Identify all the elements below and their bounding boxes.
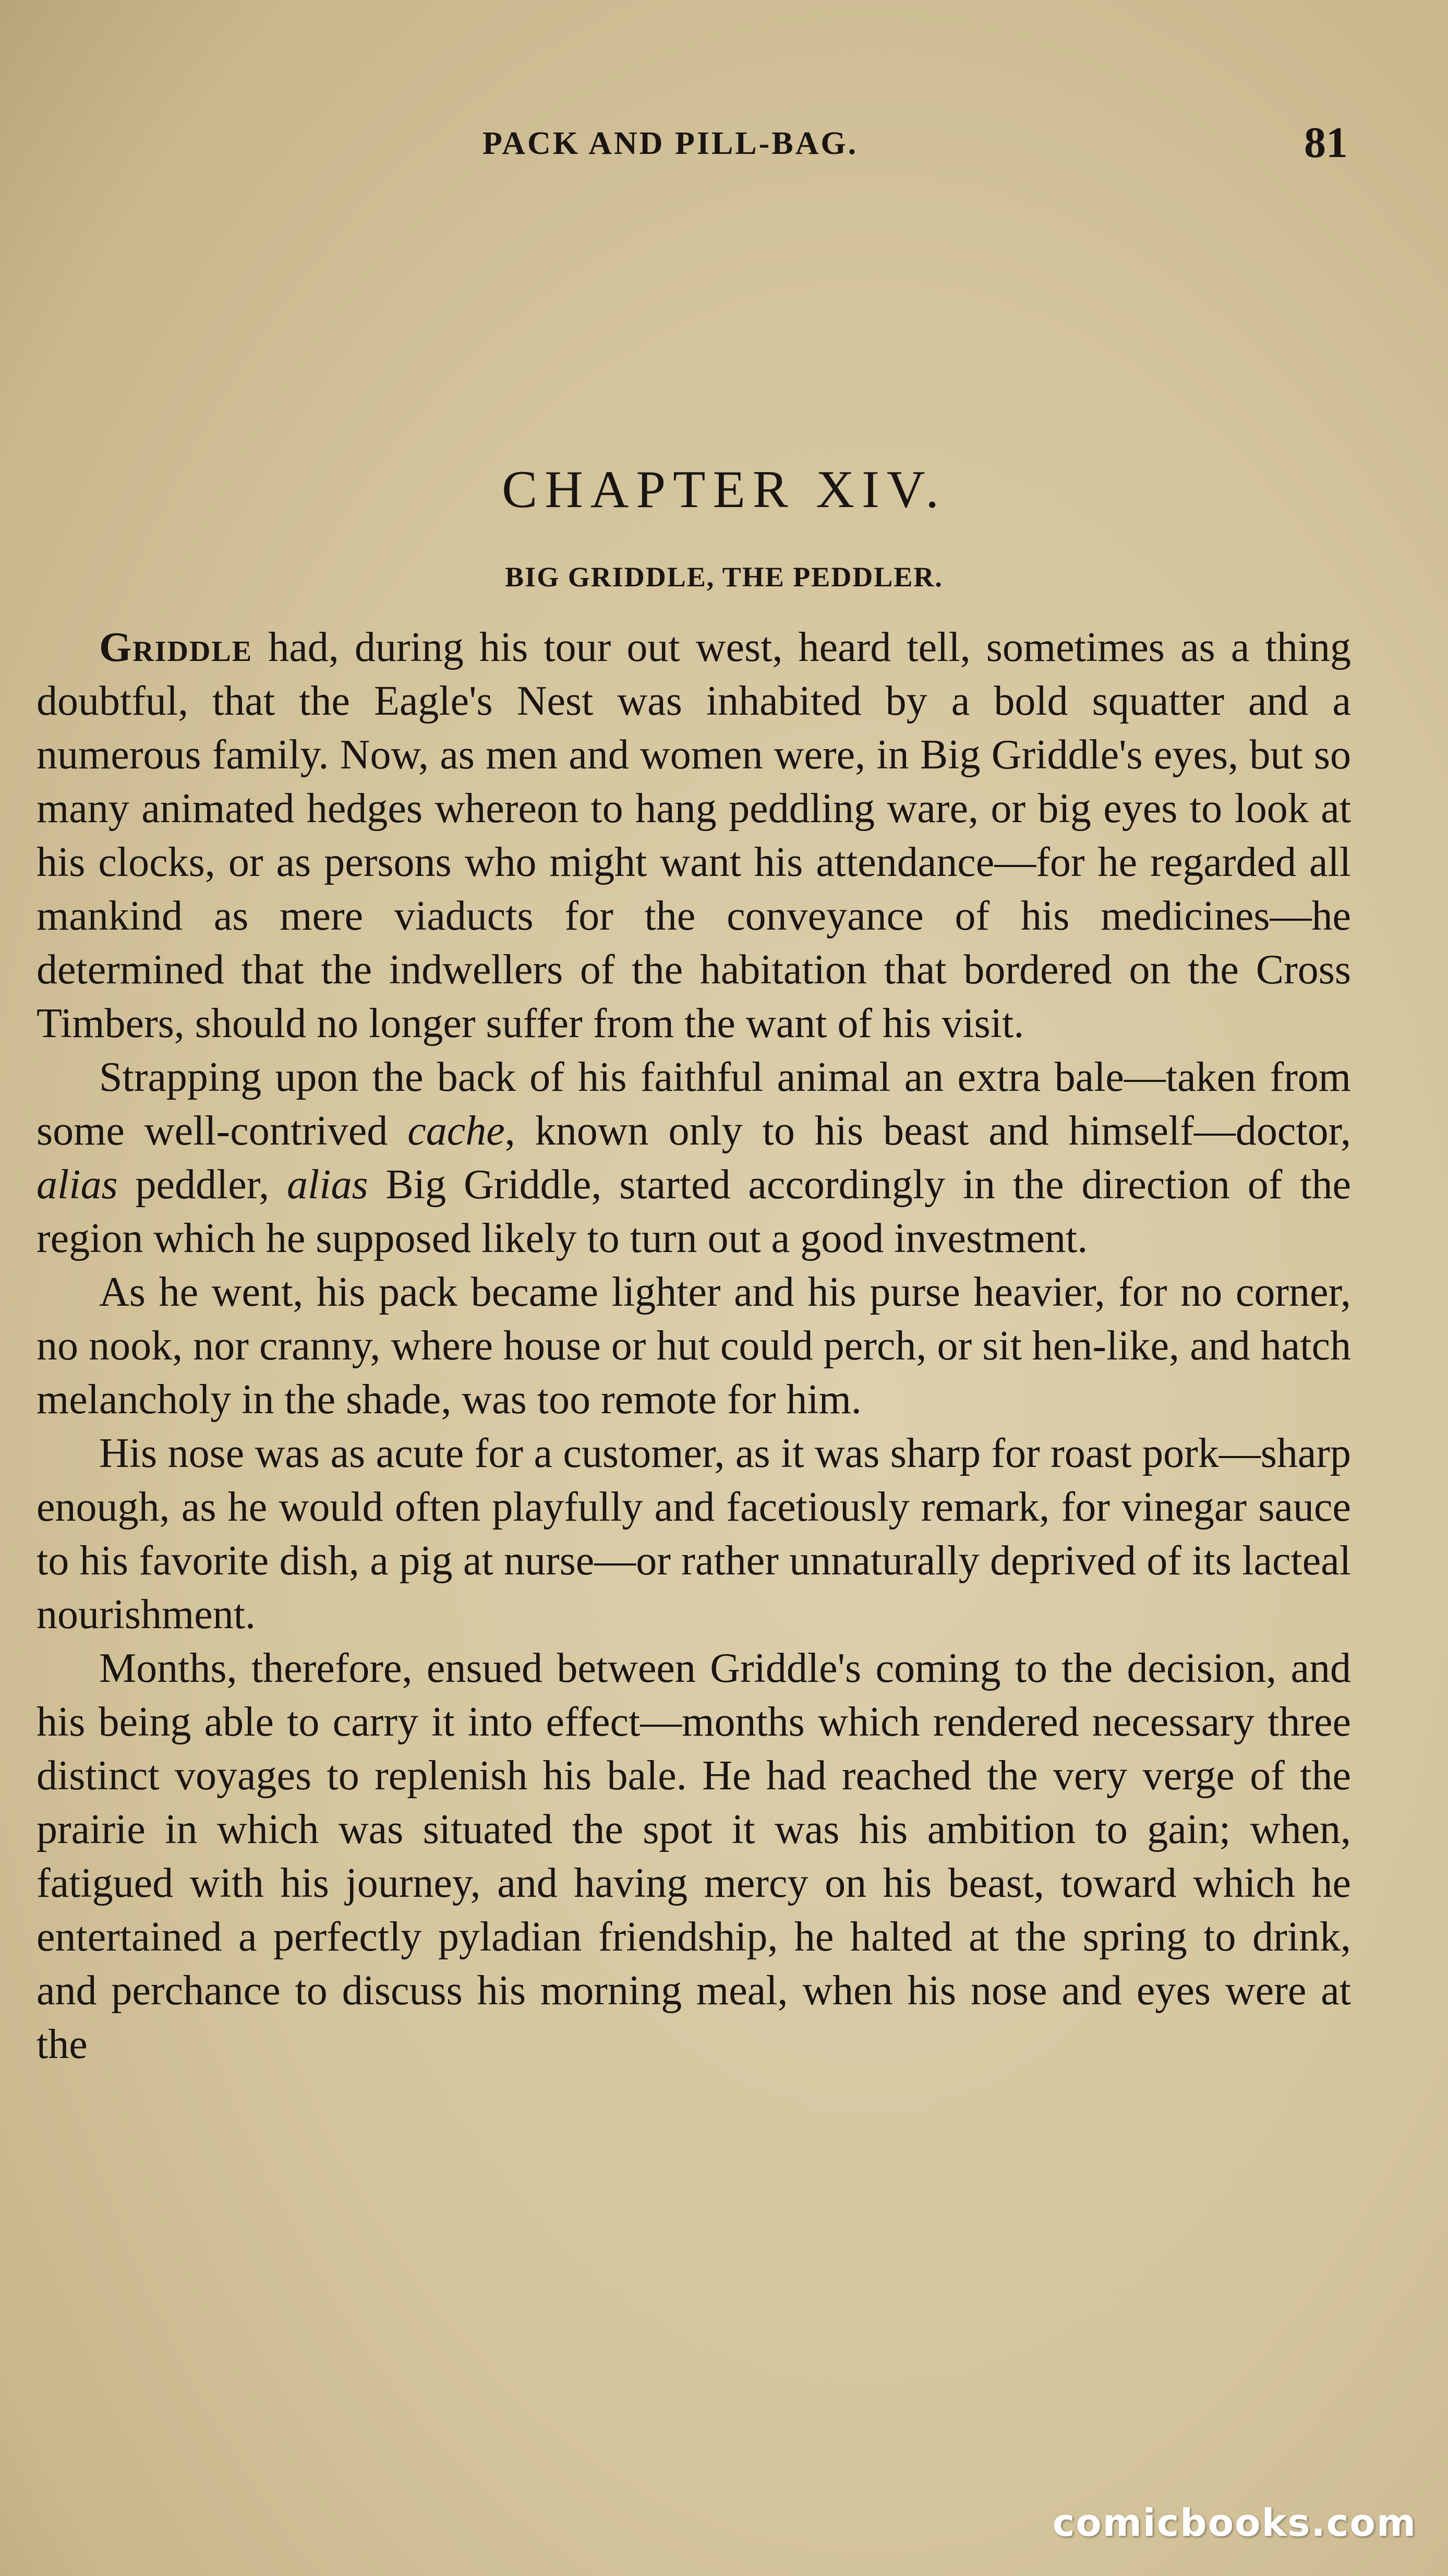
chapter-heading: CHAPTER XIV. [502, 460, 946, 519]
paragraph-2-text-c: peddler, [117, 1162, 287, 1208]
paragraph-2-text-d: Big Griddle, started accordingly in the direction of the region which he supposed likely to turn out a good investment. [37, 1162, 1351, 1261]
chapter-subtitle: BIG GRIDDLE, THE PEDDLER. [505, 561, 943, 593]
italic-cache: cache [407, 1108, 505, 1154]
italic-alias-2: alias [287, 1162, 368, 1208]
paragraph-2-text-a: Strapping upon the back of his faithful animal an extra bale—taken from some well-contrived [37, 1054, 1351, 1154]
page-number: 81 [1304, 118, 1348, 167]
paragraph-2-text-b: , known only to his beast and himself—doctor, [504, 1108, 1351, 1154]
paragraph-5: Months, therefore, ensued between Griddle's coming to the decision, and his being able to carry it into effect—months which rendered necessary three distinct voyages to replenish his bale. He had reached the very verge of the prairie in which was situated the spot it was his ambition to gain; when, fatigued with his journey, and having mercy on his beast, toward which he entertained a perfectly pyladian friendship, he halted at the spring to drink, and perchance to discuss his morning meal, when his nose and eyes were at the [37, 1645, 1351, 2067]
italic-alias-1: alias [37, 1162, 118, 1208]
lead-word: Griddle [99, 624, 253, 670]
paragraph-1 [37, 621, 1351, 1051]
running-head: PACK AND PILL-BAG. [482, 126, 859, 161]
paragraph-3: As he went, his pack became lighter and his purse heavier, for no corner, no nook, nor cranny, where house or hut could perch, or sit hen-like, and hatch melancholy in the shade, was too remote for him. [37, 1269, 1351, 1423]
paragraph-1-text: had, during his tour out west, heard tell, sometimes as a thing doubtful, that the Eagle's Nest was inhabited by a bold squatter and a numerous family. Now, as men and women were, in Big Griddle's eyes, but so many animated hedges whereon to hang peddling ware, or big eyes to look at his clocks, or as persons who might want his attendance—for he regarded all mankind as mere viaducts for the conveyance of his medicines—he determined that the indwellers of the habitation that bordered on the Cross Timbers, should no longer suffer from the want of his visit. [37, 624, 1351, 1046]
body-text [37, 621, 1351, 2072]
paragraph-4: His nose was as acute for a customer, as it was sharp for roast pork—sharp enough, as he would often playfully and facetiously remark, for vinegar sauce to his favorite dish, a pig at nurse—or rather unnaturally deprived of its lacteal nourishment. [37, 1430, 1351, 1638]
paragraph-2 [37, 1051, 1351, 1266]
watermark: comicbooks.com [1052, 2501, 1417, 2545]
